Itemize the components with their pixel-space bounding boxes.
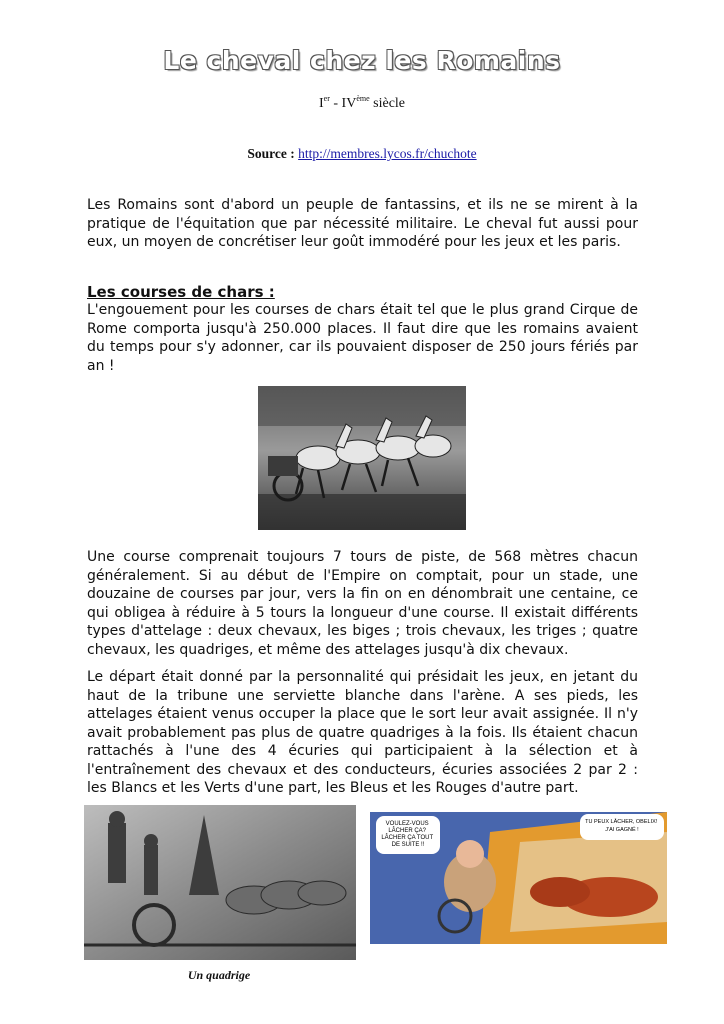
- quadriga-relief-photo: [84, 805, 356, 960]
- section-heading: Les courses de chars :: [87, 283, 275, 301]
- source-link[interactable]: http://membres.lycos.fr/chuchote: [298, 146, 477, 161]
- paragraph-race-laps: Une course comprenait toujours 7 tours de piste, de 568 mètres chacun généralement. Si au début de l'Empire on comptait, pour un stade, une douzaine de courses par jour, vers la fin on en dénombrait une centaine, ce qui obligea à réduire à 5 tours la longueur d'une course. Il existait différents types d'attelage : deux chevaux, les biges ; trois chevaux, les triges ; quatre chevaux, les quadriges, et même des attelages jusqu'à dix chevaux.: [87, 549, 638, 658]
- comic-image: [370, 812, 667, 944]
- paragraph-stadium: L'engouement pour les courses de chars était tel que le plus grand Cirque de Rome comporta jusqu'à 250.000 places. Il faut dire que les romains avaient du temps pour s'y adonner, car ils pouvaient disposer de 250 jours fériés par an !: [87, 302, 638, 374]
- subtitle-prefix: I: [318, 96, 324, 111]
- subtitle-middle: - IV: [329, 96, 357, 111]
- source-label: Source :: [247, 146, 295, 161]
- speech-bubble-left-text: VOULEZ-VOUS LÂCHER ÇA? LÂCHER ÇA TOUT DE SUITE !!: [381, 821, 434, 848]
- page-title: Le cheval chez les Romains: [163, 46, 561, 75]
- subtitle-sup-er: er: [323, 94, 330, 103]
- chariot-race-photo: [258, 386, 466, 530]
- chariot-race-image: [258, 386, 466, 530]
- subtitle-sup-eme: ème: [356, 94, 370, 103]
- source-line: [0, 146, 724, 162]
- speech-bubble-right-text: TU PEUX LÂCHER, OBELIX! J'AI GAGNÉ !: [585, 819, 658, 833]
- century-subtitle: [0, 94, 724, 112]
- quadriga-relief-image: [84, 805, 356, 960]
- intro-paragraph: Les Romains sont d'abord un peuple de fantassins, et ils ne se mirent à la pratique de l'équitation que par nécessité militaire. Le cheval fut aussi pour eux, un moyen de concrétiser leur goût immodéré pour les jeux et les paris.: [87, 197, 638, 250]
- subtitle-suffix: siècle: [369, 96, 406, 111]
- image-caption: Un quadrige: [187, 968, 251, 982]
- paragraph-race-start: Le départ était donné par la personnalité qui présidait les jeux, en jetant du haut de la tribune une serviette blanche dans l'arène. A ses pieds, les attelages étaient venus occuper la place que le sort leur avait assignée. Il n'y avait probablement pas plus de quatre quadriges à la fois. Ils étaient chacun rattachés à l'une des 4 écuries qui participaient à la sélection et à l'entraînement des chevaux et des conducteurs, écuries associées 2 par 2 : les Blancs et les Verts d'une part, les Bleus et les Rouges d'autre part.: [87, 669, 638, 796]
- asterix-comic-panel: [370, 812, 667, 944]
